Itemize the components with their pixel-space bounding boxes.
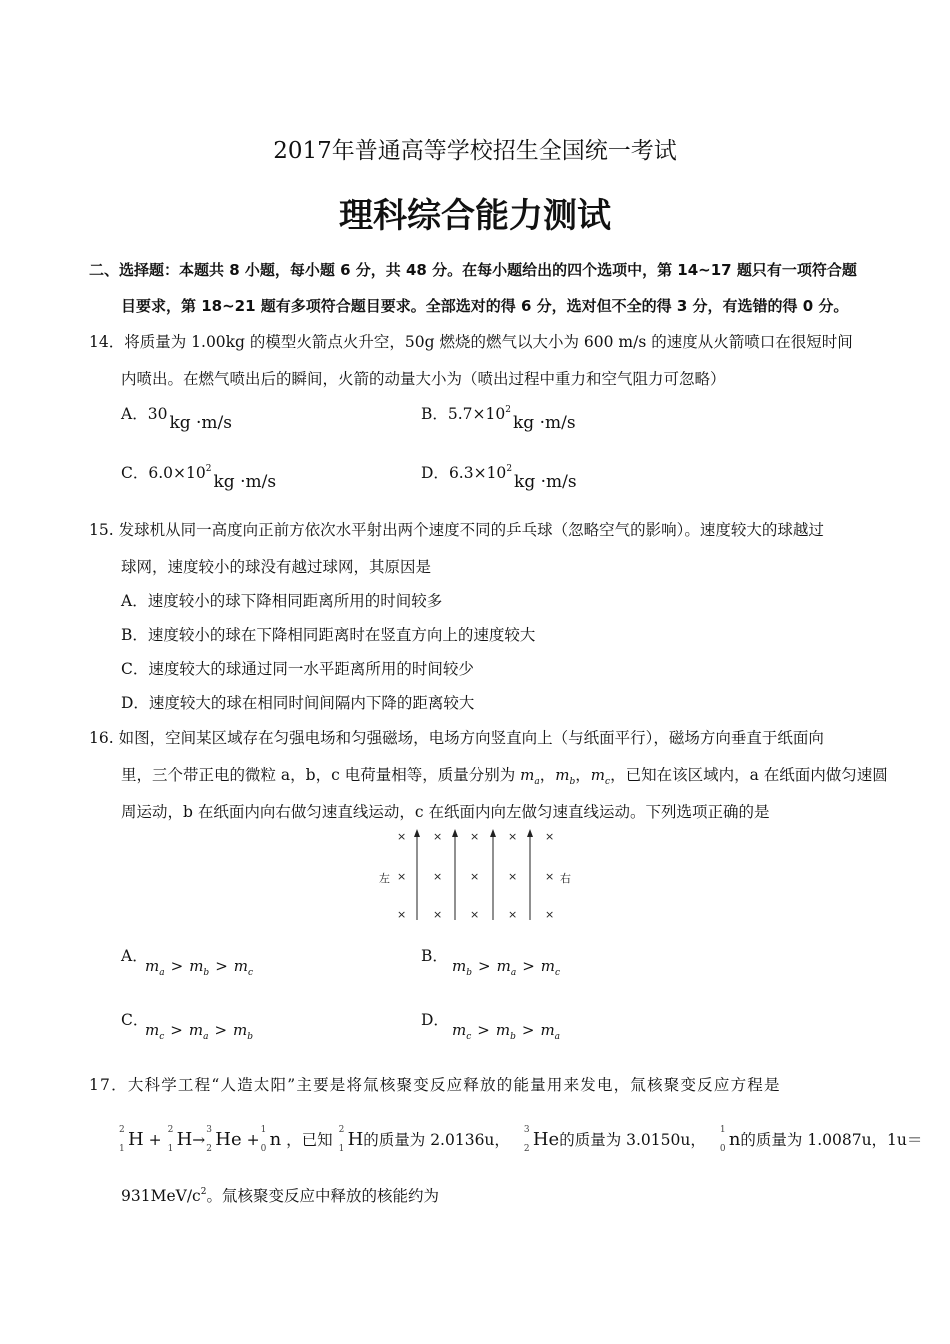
q14-option-c[interactable]: C．$6.0\times 10^2kg \cdot m/s$: [121, 464, 277, 492]
q14-option-b[interactable]: B．$5.7\times 10^2kg \cdot m/s$: [421, 405, 576, 433]
field-diagram: [378, 826, 578, 922]
q16-option-a-expr[interactable]: $m_a > m_b > m_c$: [145, 957, 254, 978]
q15-stem-line1: 15. 发球机从同一高度向正前方依次水平射出两个速度不同的乒乓球（忽略空气的影响）。速度较大的球越过: [89, 521, 824, 539]
q15-option-c[interactable]: C．速度较大的球通过同一水平距离所用的时间较少: [121, 660, 474, 678]
q17-stem-line1: 17．大科学工程“人造太阳”主要是将氚核聚变反应释放的能量用来发电，氚核聚变反应方程是: [89, 1076, 781, 1094]
cross-mark: ×: [545, 870, 555, 883]
cross-mark: ×: [508, 830, 518, 843]
exam-title: 2017年普通高等学校招生全国统一考试: [273, 138, 677, 164]
q16-option-d-expr[interactable]: $m_c > m_b > m_a$: [452, 1021, 561, 1042]
section-instruction-line1: 二、选择题：本题共 8 小题，每小题 6 分，共 48 分。在每小题给出的四个选项中，第 14~17 题只有一项符合题: [89, 261, 857, 279]
q14-unit-c: kg ·m/s: [213, 472, 277, 492]
cross-mark: ×: [545, 908, 555, 921]
cross-mark: ×: [433, 830, 443, 843]
q16-stem-line1: 16. 如图，空间某区域存在匀强电场和匀强磁场，电场方向竖直向上（与纸面平行），磁场方向垂直于纸面向: [89, 729, 824, 747]
fusion-equation: 2 1 H + 2 1 H→ 3 2 He + 1 0 n: [119, 1125, 282, 1154]
q16-option-b-label[interactable]: B．: [421, 947, 448, 965]
q16-stem-line3: 周运动，b 在纸面内向右做匀速直线运动，c 在纸面内向左做匀速直线运动。下列选项正确的是: [121, 803, 770, 821]
mass-a: $m_a$: [520, 766, 540, 787]
q16-option-c-expr[interactable]: $m_c > m_a > m_b$: [145, 1021, 254, 1042]
q17-stem-line3: $931MeV/c^2$。氚核聚变反应中释放的核能约为: [121, 1187, 439, 1205]
q14-stem-line1: 14．将质量为 1.00kg 的模型火箭点火升空，50g 燃烧的燃气以大小为 600 m/s 的速度从火箭喷口在很短时间: [89, 333, 853, 351]
section-instruction-line2: 目要求，第 18~21 题有多项符合题目要求。全部选对的得 6 分，选对但不全的得 3 分，有选错的得 0 分。: [121, 297, 849, 315]
cross-mark: ×: [470, 870, 480, 883]
q16-option-b-expr[interactable]: $m_b > m_a > m_c$: [452, 957, 561, 978]
q16-stem-line2: 里，三个带正电的微粒 a，b，c 电荷量相等，质量分别为 $m_a$，$m_b$，$m_c$，已知在该区域内，a 在纸面内做匀速圆: [121, 766, 888, 787]
q16-option-c-label[interactable]: C．: [121, 1011, 149, 1029]
cross-mark: ×: [545, 830, 555, 843]
q14-unit-d: kg ·m/s: [514, 472, 577, 492]
q14-option-a[interactable]: A．30 kg ·m/s: [121, 405, 233, 433]
mass-c: $m_c$: [590, 766, 611, 787]
q15-stem-line2: 球网，速度较小的球没有越过球网，其原因是: [121, 558, 432, 576]
label-right: 右: [560, 872, 571, 885]
cross-mark: ×: [433, 870, 443, 883]
cross-mark: ×: [470, 908, 480, 921]
label-left: 左: [379, 872, 390, 885]
q14-stem-line2: 内喷出。在燃气喷出后的瞬间，火箭的动量大小为（喷出过程中重力和空气阻力可忽略）: [121, 370, 726, 388]
cross-mark: ×: [397, 908, 407, 921]
cross-mark: ×: [508, 870, 518, 883]
cross-mark: ×: [397, 870, 407, 883]
cross-mark: ×: [397, 830, 407, 843]
q14-option-d[interactable]: D．$6.3\times 10^2kg \cdot m/s$: [421, 464, 577, 492]
q15-option-a[interactable]: A．速度较小的球下降相同距离所用的时间较多: [121, 592, 443, 610]
cross-mark: ×: [433, 908, 443, 921]
q16-option-d-label[interactable]: D．: [421, 1011, 449, 1029]
cross-mark: ×: [470, 830, 480, 843]
q17-equation-line: 2 1 H + 2 1 H→ 3 2 He + 1 0 n ，已知 2 1 H的质量为 2.0136u， 3 2 He的质量为 3.0150u， 1 0 n的质量为 1.0087u，1u＝: [119, 1125, 923, 1154]
q16-option-a-label[interactable]: A．: [121, 947, 148, 965]
q15-option-b[interactable]: B．速度较小的球在下降相同距离时在竖直方向上的速度较大: [121, 626, 536, 644]
q15-option-d[interactable]: D．速度较大的球在相同时间间隔内下降的距离较大: [121, 694, 475, 712]
q14-unit-b: kg ·m/s: [513, 413, 576, 433]
q14-unit-a: kg ·m/s: [169, 413, 233, 433]
mass-b: $m_b$: [555, 766, 576, 787]
magnetic-field-crosses: [397, 830, 554, 921]
cross-mark: ×: [508, 908, 518, 921]
paper-title: 理科综合能力测试: [339, 196, 611, 236]
